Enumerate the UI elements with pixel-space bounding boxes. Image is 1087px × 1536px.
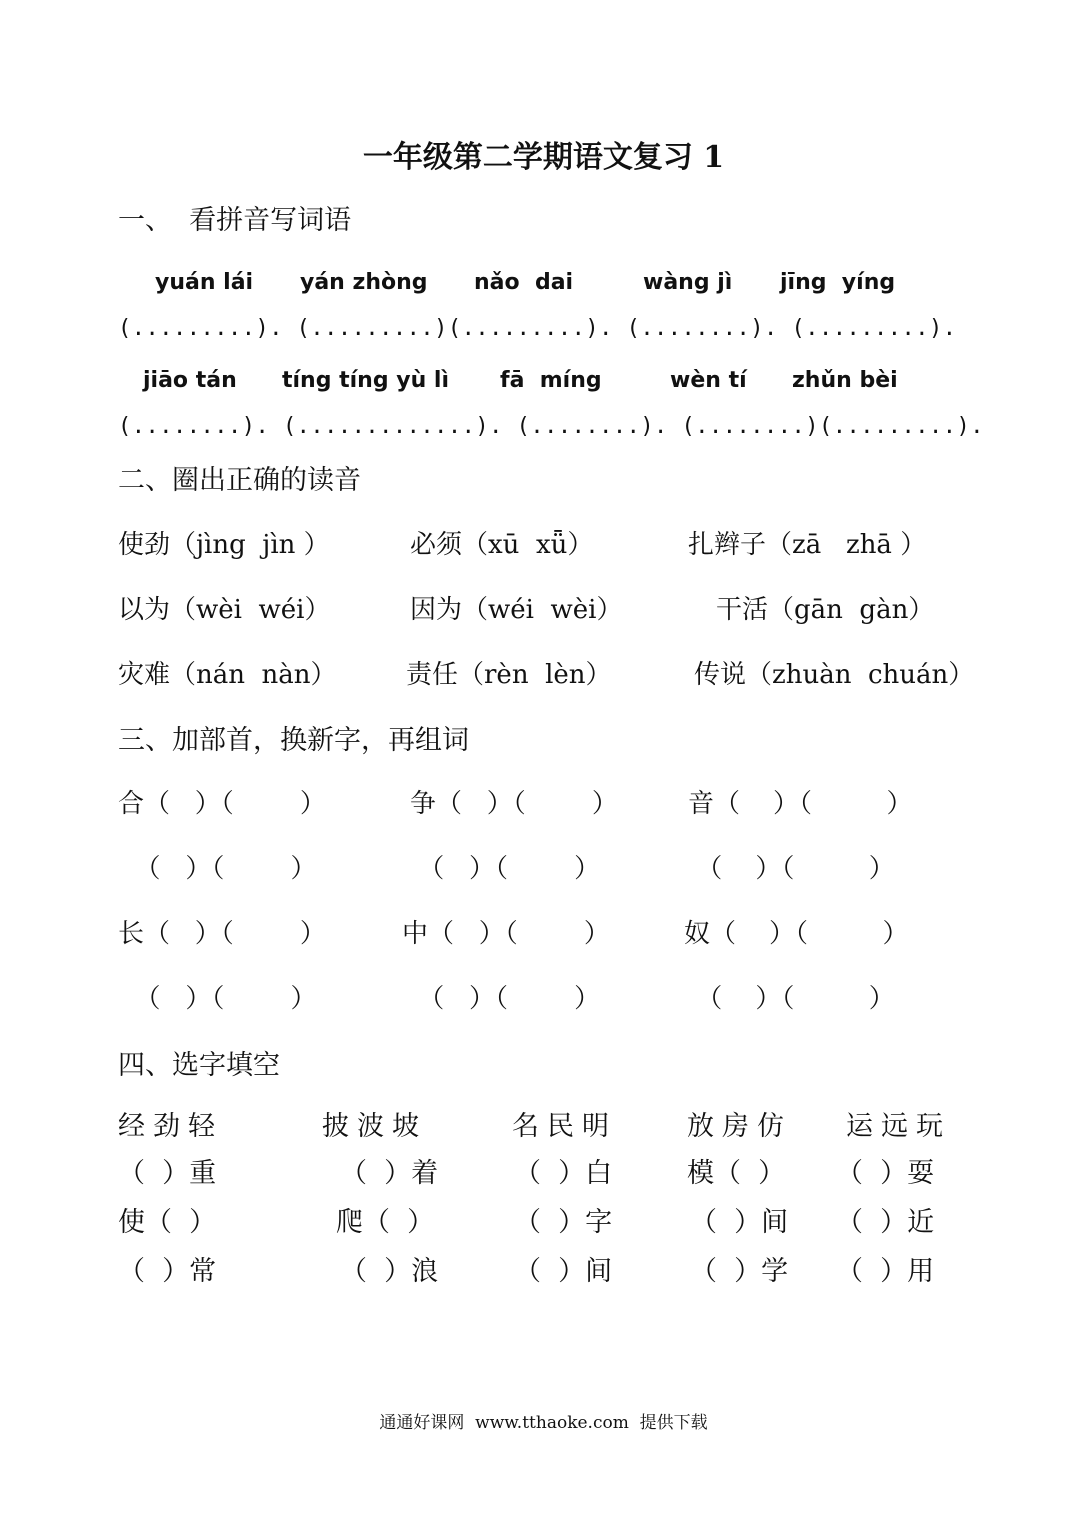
fill-blank-item: （ ）用 xyxy=(836,1256,935,1287)
fill-blank-item: （ ）间 xyxy=(514,1256,613,1287)
reading-choice: 必须（xū xǖ） xyxy=(410,530,594,560)
reading-choice: 传说（zhuàn chuán） xyxy=(694,660,975,690)
radical-exercise: （ ）（ ） xyxy=(410,984,601,1014)
answer-blanks-row-2: (........). (.............). (........). (........)(.........). xyxy=(118,414,984,439)
answer-blanks-row-1: (.........). (.........)(.........). (........). (.........). xyxy=(118,316,957,341)
page-title: 一年级第二学期语文复习 1 xyxy=(362,140,725,175)
footer-text: 通通好课网 www.tthaoke.com 提供下载 xyxy=(379,1413,708,1433)
pinyin-item: jīng yíng xyxy=(780,270,896,295)
pinyin-item: yuán lái xyxy=(155,270,254,295)
pinyin-item: zhǔn bèi xyxy=(792,368,898,393)
pinyin-item: fā míng xyxy=(500,368,602,393)
character-group: 披波坡 xyxy=(322,1111,427,1142)
fill-blank-item: （ ）字 xyxy=(514,1207,613,1238)
radical-exercise: 合（ ）（ ） xyxy=(118,789,326,819)
section-3-heading: 三、加部首，换新字，再组词 xyxy=(118,725,469,756)
radical-exercise: 争（ ）（ ） xyxy=(410,789,618,819)
pinyin-item: tíng tíng yù lì xyxy=(282,368,449,393)
reading-choice: 干活（gān gàn） xyxy=(716,595,935,625)
fill-blank-item: （ ）白 xyxy=(514,1158,613,1189)
fill-blank-item: 模（ ） xyxy=(687,1158,786,1189)
fill-blank-item: （ ）重 xyxy=(118,1158,217,1189)
radical-exercise: 奴（ ）（ ） xyxy=(684,919,909,949)
pinyin-item: wèn tí xyxy=(670,368,747,393)
character-group: 经劲轻 xyxy=(118,1111,223,1142)
fill-blank-item: （ ）浪 xyxy=(340,1256,439,1287)
pinyin-item: yán zhòng xyxy=(300,270,428,295)
fill-blank-item: （ ）常 xyxy=(118,1256,217,1287)
fill-blank-item: （ ）间 xyxy=(690,1207,789,1238)
fill-blank-item: （ ）耍 xyxy=(836,1158,935,1189)
radical-exercise: 音（ ）（ ） xyxy=(688,789,913,819)
fill-blank-item: 使（ ） xyxy=(118,1207,217,1238)
radical-exercise: （ ）（ ） xyxy=(688,984,895,1014)
section-2-heading: 二、圈出正确的读音 xyxy=(118,465,361,496)
radical-exercise: （ ）（ ） xyxy=(118,984,317,1014)
reading-choice: 使劲（jìng jìn ） xyxy=(118,530,330,560)
fill-blank-item: 爬（ ） xyxy=(336,1207,435,1238)
reading-choice: 因为（wéi wèi） xyxy=(410,595,623,625)
section-1-heading: 一、 看拼音写词语 xyxy=(118,205,352,236)
section-4-heading: 四、选字填空 xyxy=(118,1050,280,1081)
reading-choice: 责任（rèn lèn） xyxy=(406,660,612,690)
fill-blank-item: （ ）近 xyxy=(836,1207,935,1238)
radical-exercise: 中（ ）（ ） xyxy=(402,919,610,949)
reading-choice: 以为（wèi wéi） xyxy=(118,595,331,625)
fill-blank-item: （ ）着 xyxy=(340,1158,439,1189)
pinyin-item: wàng jì xyxy=(643,270,733,295)
character-group: 运远玩 xyxy=(846,1111,951,1142)
radical-exercise: （ ）（ ） xyxy=(118,854,317,884)
pinyin-item: jiāo tán xyxy=(143,368,237,393)
pinyin-item: nǎo dai xyxy=(474,270,574,295)
radical-exercise: 长（ ）（ ） xyxy=(118,919,326,949)
radical-exercise: （ ）（ ） xyxy=(410,854,601,884)
radical-exercise: （ ）（ ） xyxy=(688,854,895,884)
fill-blank-item: （ ）学 xyxy=(690,1256,789,1287)
reading-choice: 扎辫子（zā zhā ） xyxy=(688,530,927,560)
character-group: 放房仿 xyxy=(687,1111,792,1142)
reading-choice: 灾难（nán nàn） xyxy=(118,660,337,690)
character-group: 名民明 xyxy=(512,1111,617,1142)
